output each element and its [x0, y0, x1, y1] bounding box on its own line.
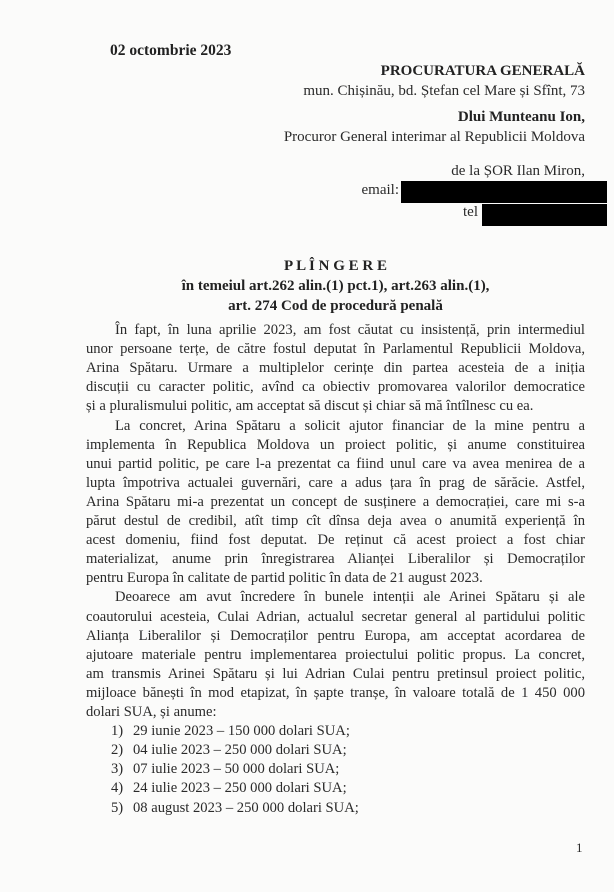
paragraph-line: mijloace bănești în mod etapizat, în șapte tranșe, în valoare totală de 1 450 000 — [86, 684, 585, 701]
page-number: 1 — [576, 840, 583, 855]
paragraph-line: Arina Spătaru mi-a prezentat un concept de susținere a democrației, care mi s-a — [86, 493, 585, 510]
paragraph-line: am transmis Arinei Spătaru și lui Adrian Culai pentru pretinsul proiect politic, — [86, 665, 585, 682]
paragraph-line: lupta împotriva actualei guvernări, care a adus țara în prag de sărăcie. Astfel, — [86, 474, 585, 491]
list-item-text: 24 iulie 2023 – 250 000 dolari SUA; — [133, 780, 347, 797]
list-item-number: 5) — [111, 799, 124, 816]
recipient-address: mun. Chișinău, bd. Ștefan cel Mare și Sfînt, 73 — [303, 83, 585, 99]
paragraph-line: unui partid politic, pe care l-a prezentat ca fiind unul care va avea menirea de a — [86, 455, 585, 472]
tel-label: tel — [463, 204, 478, 220]
list-item-text: 29 iunie 2023 – 150 000 dolari SUA; — [133, 723, 350, 740]
paragraph-line: Alianța Liberalilor și Democraților pentru Europa, am acceptat acordarea de — [86, 627, 585, 644]
email-label: email: — [361, 182, 399, 198]
payment-list-item — [111, 799, 359, 818]
paragraph-line: acest domeniu, fiind fost deputat. De reținut că acest proiect a fost chiar — [86, 532, 585, 549]
paragraph-line: discuții cu caracter politic, avînd ca obiectiv promovarea valorilor democratice — [86, 379, 585, 396]
paragraph-line: implementa în Republica Moldova un proiect politic, și anume constituirea — [86, 436, 585, 453]
document-subtitle-2: art. 274 Cod de procedură penală — [228, 298, 443, 314]
list-item-text: 04 iulie 2023 – 250 000 dolari SUA; — [133, 742, 347, 759]
document-date: 02 octombrie 2023 — [110, 42, 232, 59]
paragraph-line: Arina Spătaru. Urmare a multiplelor cerințe din partea acesteia de a iniția — [86, 360, 585, 377]
paragraph-line: dolari SUA, și anume: — [86, 704, 217, 720]
document-title: P L Î N G E R E — [284, 258, 387, 274]
list-item-number: 3) — [111, 761, 124, 778]
email-redaction — [401, 181, 607, 203]
paragraph-line: materializat, anume prin înregistrarea Alianței Liberalilor și Democraților — [86, 551, 585, 568]
list-item-text: 08 august 2023 – 250 000 dolari SUA; — [133, 799, 359, 816]
paragraph-line: unor persoane terțe, de către fostul deputat în Parlamentul Republicii Moldova, — [86, 341, 585, 358]
list-item-text: 07 iulie 2023 – 50 000 dolari SUA; — [133, 761, 340, 778]
recipient-title: Procuror General interimar al Republicii Moldova — [283, 129, 585, 145]
paragraph-line: Deoarece am avut încredere în bunele intenții ale Arinei Spătaru și ale — [115, 589, 585, 606]
payment-list-item — [111, 779, 347, 798]
document-subtitle-1: în temeiul art.262 alin.(1) pct.1), art.263 alin.(1), — [181, 278, 490, 294]
paragraph-line: părut destul de credibil, atît timp cît dînsa deja avea o anumită experiență în — [86, 513, 585, 529]
paragraph-line: și a pluralismului politic, am acceptat să discut și chiar să mă întîlnesc cu ea. — [86, 398, 534, 415]
payment-list-item — [111, 722, 350, 741]
tel-redaction — [482, 204, 607, 226]
list-item-number: 4) — [111, 780, 124, 797]
list-item-number: 1) — [111, 723, 124, 740]
paragraph-line: pentru Europa în calitate de partid politic în data de 21 august 2023. — [86, 570, 483, 587]
paragraph-line: ajutoare materiale pentru implementarea proiectului politic propus. La concret, — [86, 646, 585, 663]
paragraph-line: La concret, Arina Spătaru a solicit ajutor financiar de la mine pentru a — [115, 417, 585, 434]
payment-list-item — [111, 760, 339, 779]
recipient-name: Dlui Munteanu Ion, — [457, 109, 585, 125]
paragraph-line: coautorului acesteia, Culai Adrian, actualul secretar general al partidului politic — [86, 608, 585, 625]
paragraph-line: În fapt, în luna aprilie 2023, am fost căutat cu insistență, prin intermediul — [115, 322, 585, 338]
sender-name: de la ȘOR Ilan Miron, — [451, 163, 585, 179]
list-item-number: 2) — [111, 742, 124, 759]
recipient-institution: PROCURATURA GENERALĂ — [380, 63, 585, 79]
payment-list-item — [111, 741, 347, 760]
